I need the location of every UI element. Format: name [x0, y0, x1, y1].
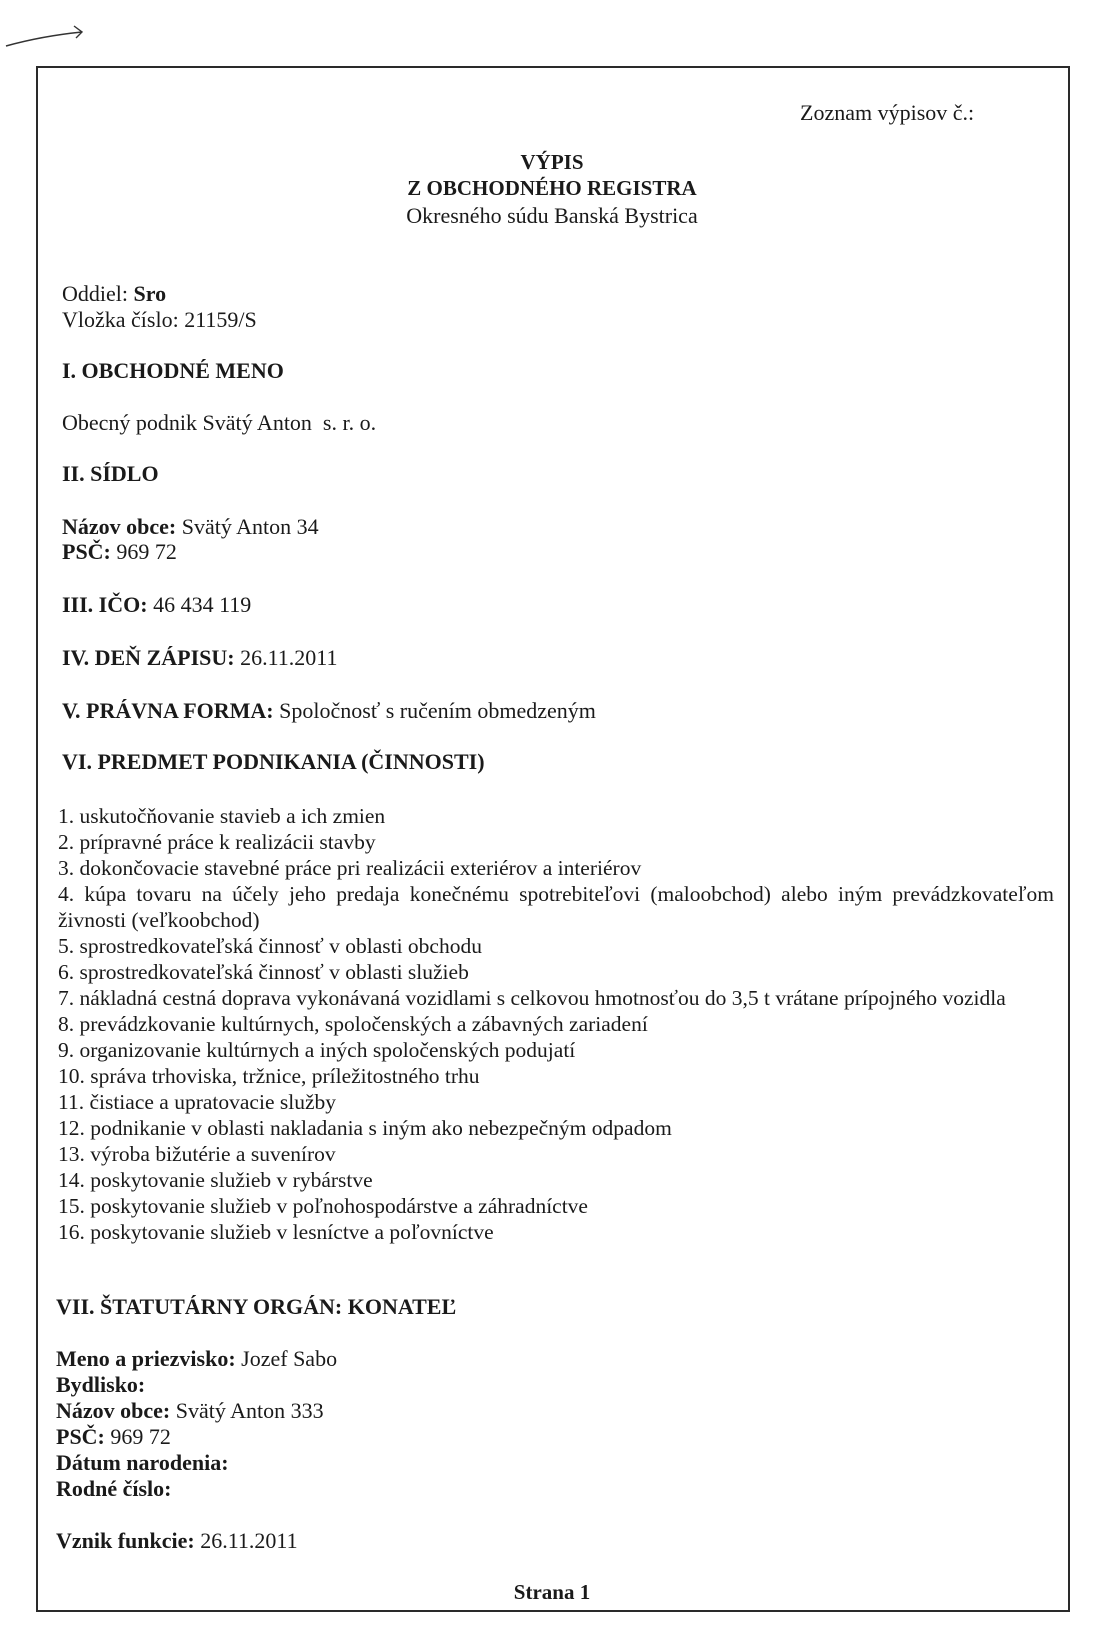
pravna-forma-label: V. PRÁVNA FORMA: [62, 698, 274, 723]
list-item: 1. uskutočňovanie stavieb a ich zmien [58, 804, 386, 828]
konatel-psc-line [56, 1424, 171, 1450]
konatel-psc-value: 969 72 [110, 1424, 171, 1449]
list-item: 4. kúpa tovaru na účely jeho predaja konečnému spotrebiteľovi (maloobchod) alebo iným prevádzkovateľom živnosti (veľkoobchod) [58, 882, 1054, 932]
list-item: 5. sprostredkovateľská činnosť v oblasti obchodu [58, 934, 482, 958]
page-number: Strana 1 [513, 1580, 591, 1604]
konatel-obec-label: Názov obce: [56, 1398, 171, 1423]
title-line-2: Z OBCHODNÉHO REGISTRA [407, 176, 697, 200]
redacted-area [177, 1481, 287, 1501]
konatel-obec-value: Svätý Anton 333 [175, 1398, 324, 1423]
list-item: 10. správa trhoviska, tržnice, príležitostného trhu [58, 1064, 480, 1088]
seat-psc-line [62, 539, 177, 565]
ico-label: III. IČO: [62, 592, 148, 617]
section-6-heading: VI. PREDMET PODNIKANIA (ČINNOSTI) [62, 749, 485, 774]
konatel-obec-line [56, 1398, 324, 1424]
konatel-psc-label: PSČ: [56, 1424, 105, 1449]
vlozka-line [62, 307, 257, 333]
pravna-forma-value: Spoločnosť s ručením obmedzeným [279, 698, 596, 723]
den-zapisu-label: IV. DEŇ ZÁPISU: [62, 645, 235, 670]
company-name: Obecný podnik Svätý Anton s. r. o. [62, 410, 377, 435]
list-item: 6. sprostredkovateľská činnosť v oblasti služieb [58, 960, 469, 984]
vznik-funkcie-label: Vznik funkcie: [56, 1528, 195, 1553]
ico-line [62, 592, 251, 618]
konatel-datum-label: Dátum narodenia: [56, 1450, 229, 1475]
vlozka-value: 21159/S [184, 307, 257, 332]
business-activities-list [58, 803, 1054, 1245]
konatel-rodne-line [56, 1476, 287, 1502]
title-line-1: VÝPIS [520, 150, 584, 174]
list-item: 15. poskytovanie služieb v poľnohospodárstve a záhradníctve [58, 1194, 588, 1218]
den-zapisu-value: 26.11.2011 [240, 645, 338, 670]
section-1-heading: I. OBCHODNÉ MENO [62, 358, 284, 383]
list-item: 2. prípravné práce k realizácii stavby [58, 830, 376, 854]
seat-obec-value: Svätý Anton 34 [181, 514, 319, 539]
vlozka-label: Vložka číslo: [62, 307, 179, 332]
corner-note: Zoznam výpisov č.: [800, 100, 975, 125]
pen-stroke-mark [2, 14, 92, 54]
seat-psc-label: PSČ: [62, 539, 111, 564]
list-item: 13. výroba bižutérie a suvenírov [58, 1142, 336, 1166]
konatel-meno-value: Jozef Sabo [241, 1346, 338, 1371]
seat-obec-line [62, 514, 319, 540]
list-item: 8. prevádzkovanie kultúrnych, spoločenských a zábavných zariadení [58, 1012, 648, 1036]
konatel-datum-line [56, 1450, 344, 1476]
list-item: 11. čistiace a upratovacie služby [58, 1090, 336, 1114]
ico-value: 46 434 119 [153, 592, 252, 617]
section-7-heading: VII. ŠTATUTÁRNY ORGÁN: KONATEĽ [56, 1294, 457, 1319]
oddiel-line [62, 281, 166, 307]
list-item: 14. poskytovanie služieb v rybárstve [58, 1168, 373, 1192]
seat-psc-value: 969 72 [116, 539, 177, 564]
vznik-funkcie-value: 26.11.2011 [200, 1528, 298, 1553]
oddiel-value: Sro [133, 281, 167, 306]
list-item: 16. poskytovanie služieb v lesníctve a poľovníctve [58, 1220, 494, 1244]
konatel-bydlisko-label: Bydlisko: [56, 1372, 146, 1397]
konatel-rodne-label: Rodné číslo: [56, 1476, 172, 1501]
vznik-funkcie-line [56, 1528, 298, 1554]
list-item: 3. dokončovacie stavebné práce pri realizácii exteriérov a interiérov [58, 856, 642, 880]
title-line-3: Okresného súdu Banská Bystrica [406, 203, 698, 228]
konatel-meno-line [56, 1346, 337, 1372]
list-item: 9. organizovanie kultúrnych a iných spoločenských podujatí [58, 1038, 576, 1062]
list-item: 7. nákladná cestná doprava vykonávaná vozidlami s celkovou hmotnosťou do 3,5 t vrátane prípojného vozidla [58, 986, 1006, 1010]
oddiel-label: Oddiel: [62, 281, 128, 306]
den-zapisu-line [62, 645, 337, 671]
redacted-area [234, 1455, 344, 1475]
pravna-forma-line [62, 698, 596, 724]
section-2-heading: II. SÍDLO [62, 461, 159, 486]
seat-obec-label: Názov obce: [62, 514, 177, 539]
list-item: 12. podnikanie v oblasti nakladania s iným ako nebezpečným odpadom [58, 1116, 672, 1140]
konatel-meno-label: Meno a priezvisko: [56, 1346, 236, 1371]
